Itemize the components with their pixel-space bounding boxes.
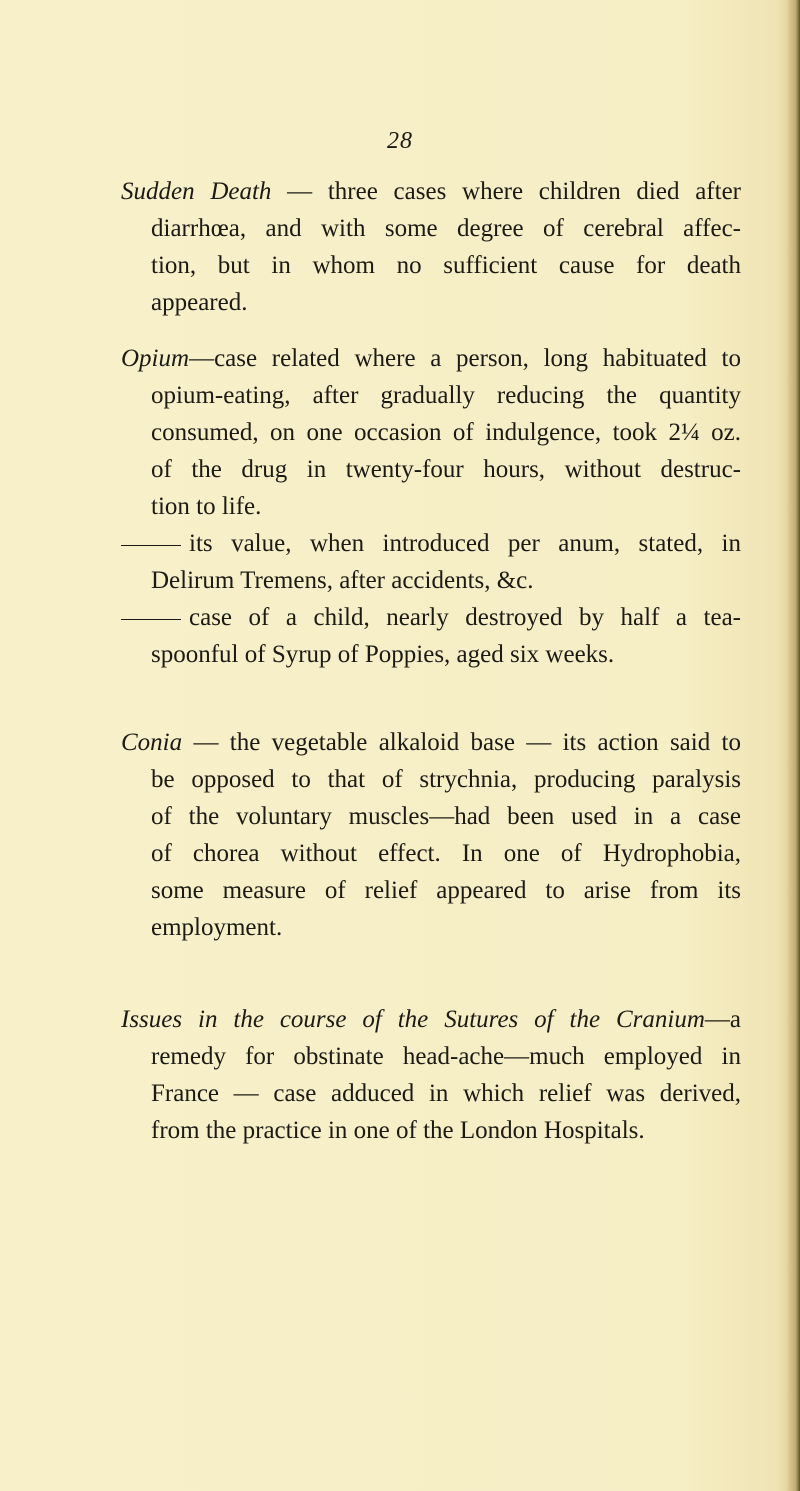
entry-line: diarrhœa, and with some degree of cerebral affec-	[151, 215, 741, 242]
entry-text: — three cases where children died after	[271, 178, 741, 205]
entry-line: tion, but in whom no sufficient cause for death	[151, 252, 741, 279]
entry-line: some measure of relief appeared to arise from its	[151, 877, 741, 904]
entry-heading: Sudden Death	[121, 178, 272, 205]
entry-line	[121, 340, 741, 377]
page-edge-shadow	[786, 0, 800, 1491]
entry-text: its value, when introduced per anum, stated, in	[189, 530, 741, 557]
page-number: 28	[387, 128, 413, 154]
entry-line	[121, 173, 741, 210]
entry-conia	[121, 724, 741, 946]
entry-heading: Conia	[121, 729, 183, 756]
entry-line	[121, 724, 741, 761]
ditto-dash	[121, 545, 181, 546]
entry-line	[121, 1001, 741, 1038]
entry-line: from the practice in one of the London Hospitals.	[151, 1117, 645, 1144]
entry-line: spoonful of Syrup of Poppies, aged six weeks.	[151, 641, 615, 668]
entry-line	[121, 599, 741, 636]
entry-issues	[121, 1001, 741, 1149]
entry-text: —case related where a person, long habituated to	[189, 345, 741, 372]
entry-line: Delirum Tremens, after accidents, &c.	[151, 567, 534, 594]
entry-line: tion to life.	[151, 493, 262, 520]
entry-line: of the drug in twenty-four hours, without destruc-	[151, 456, 741, 483]
entry-line	[121, 525, 741, 562]
entry-line: appeared.	[151, 289, 248, 316]
ditto-dash	[121, 619, 181, 620]
entry-line: remedy for obstinate head-ache—much employed in	[151, 1043, 741, 1070]
entry-line: of the voluntary muscles—had been used in a case	[151, 803, 741, 830]
entry-line: of chorea without effect. In one of Hydrophobia,	[151, 840, 741, 867]
entry-sudden-death	[121, 173, 741, 321]
entry-heading: Issues in the course of the Sutures of the Cranium	[121, 1006, 705, 1033]
entry-line: opium-eating, after gradually reducing the quantity	[151, 382, 741, 409]
entry-line: consumed, on one occasion of indulgence, took 2¼ oz.	[151, 419, 741, 446]
entry-line: employment.	[151, 914, 283, 941]
entry-text: — the vegetable alkaloid base — its action said to	[182, 729, 741, 756]
entry-text: —a	[704, 1006, 741, 1033]
entry-line: be opposed to that of strychnia, producing paralysis	[151, 766, 741, 793]
entry-opium	[121, 340, 741, 673]
entry-heading: Opium	[121, 345, 190, 372]
entry-line: France — case adduced in which relief was derived,	[151, 1080, 741, 1107]
entry-text: case of a child, nearly destroyed by half a tea-	[189, 604, 741, 631]
